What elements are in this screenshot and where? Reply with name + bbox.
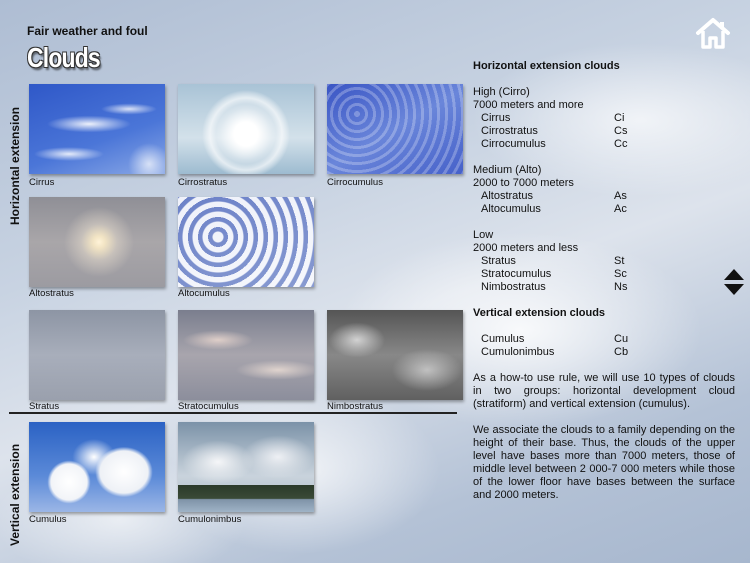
medium-cloud-group xyxy=(473,164,735,216)
scroll-button[interactable] xyxy=(723,268,745,296)
high-range: 7000 meters and more xyxy=(473,99,584,111)
stratocumulus-photo[interactable] xyxy=(178,310,314,400)
cloud-name: Altocumulus xyxy=(481,203,541,215)
vertical-extension-label: Vertical extension xyxy=(8,443,22,546)
stratus-caption: Stratus xyxy=(29,401,60,412)
stratocumulus-caption: Stratocumulus xyxy=(178,401,239,412)
nimbostratus-caption: Nimbostratus xyxy=(327,401,383,412)
cloud-abbr: Sc xyxy=(614,268,627,280)
altocumulus-photo[interactable] xyxy=(178,197,314,287)
usage-rule-paragraph: As a how-to use rule, we will use 10 types of clouds in two groups: horizontal development cloud (stratiform) and vertical extension (cumulus). xyxy=(473,372,735,410)
list-item xyxy=(473,255,735,268)
cumulus-photo[interactable] xyxy=(29,422,165,512)
cumulus-caption: Cumulus xyxy=(29,514,67,525)
low-range: 2000 meters and less xyxy=(473,242,579,254)
section-divider xyxy=(9,412,457,414)
cloud-abbr: Ns xyxy=(614,281,628,293)
cloud-name: Cirrostratus xyxy=(481,125,538,137)
page-subtitle: Fair weather and foul xyxy=(27,24,148,38)
cloud-name: Cirrus xyxy=(481,112,511,124)
low-cloud-group xyxy=(473,229,735,294)
stratus-photo[interactable] xyxy=(29,310,165,400)
cloud-abbr: Cu xyxy=(614,333,629,345)
cirrus-photo[interactable] xyxy=(29,84,165,174)
cloud-classification-text xyxy=(473,60,735,515)
altostratus-photo[interactable] xyxy=(29,197,165,287)
cirrostratus-photo[interactable] xyxy=(178,84,314,174)
altostratus-caption: Altostratus xyxy=(29,288,74,299)
list-item xyxy=(473,281,735,294)
list-item xyxy=(473,112,735,125)
list-item xyxy=(473,203,735,216)
list-item xyxy=(473,138,735,151)
cirrocumulus-caption: Cirrocumulus xyxy=(327,177,383,188)
horizontal-clouds-heading: Horizontal extension clouds xyxy=(473,60,620,72)
height-family-paragraph: We associate the clouds to a family depending on the height of their base. Thus, the clouds of the upper level have bases more than 7000 meters, those of middle level between 2 000-7 000 meters while those of the lower floor have bases between the surface and 2000 meters. xyxy=(473,424,735,501)
list-item xyxy=(473,125,735,138)
cloud-abbr: Ci xyxy=(614,112,625,124)
nimbostratus-photo[interactable] xyxy=(327,310,463,400)
page-title: Clouds xyxy=(27,42,100,73)
altocumulus-caption: Altocumulus xyxy=(178,288,230,299)
high-cloud-group xyxy=(473,86,735,151)
list-item xyxy=(473,333,735,346)
vertical-clouds-heading: Vertical extension clouds xyxy=(473,307,606,319)
low-heading: Low xyxy=(473,229,494,241)
horizontal-extension-label: Horizontal extension xyxy=(8,106,22,225)
list-item xyxy=(473,268,735,281)
cloud-name: Nimbostratus xyxy=(481,281,546,293)
list-item xyxy=(473,346,735,359)
home-button[interactable] xyxy=(695,16,731,50)
cloud-abbr: St xyxy=(614,255,625,267)
list-item xyxy=(473,190,735,203)
medium-heading: Medium (Alto) xyxy=(473,164,542,176)
cloud-name: Cumulonimbus xyxy=(481,346,555,358)
cirrus-caption: Cirrus xyxy=(29,177,55,188)
cirrocumulus-photo[interactable] xyxy=(327,84,463,174)
cloud-name: Stratocumulus xyxy=(481,268,552,280)
cloud-name: Cumulus xyxy=(481,333,525,345)
cumulonimbus-caption: Cumulonimbus xyxy=(178,514,242,525)
cloud-abbr: As xyxy=(614,190,627,202)
cloud-abbr: Ac xyxy=(614,203,627,215)
cloud-abbr: Cb xyxy=(614,346,629,358)
high-heading: High (Cirro) xyxy=(473,86,530,98)
home-icon xyxy=(695,16,731,50)
cumulonimbus-photo[interactable] xyxy=(178,422,314,512)
cloud-abbr: Cc xyxy=(614,138,628,150)
cloud-abbr: Cs xyxy=(614,125,628,137)
cloud-name: Altostratus xyxy=(481,190,533,202)
cirrostratus-caption: Cirrostratus xyxy=(178,177,228,188)
medium-range: 2000 to 7000 meters xyxy=(473,177,574,189)
cloud-name: Stratus xyxy=(481,255,516,267)
up-down-arrows-icon xyxy=(723,268,745,296)
cloud-name: Cirrocumulus xyxy=(481,138,546,150)
vertical-cloud-group xyxy=(473,333,735,359)
